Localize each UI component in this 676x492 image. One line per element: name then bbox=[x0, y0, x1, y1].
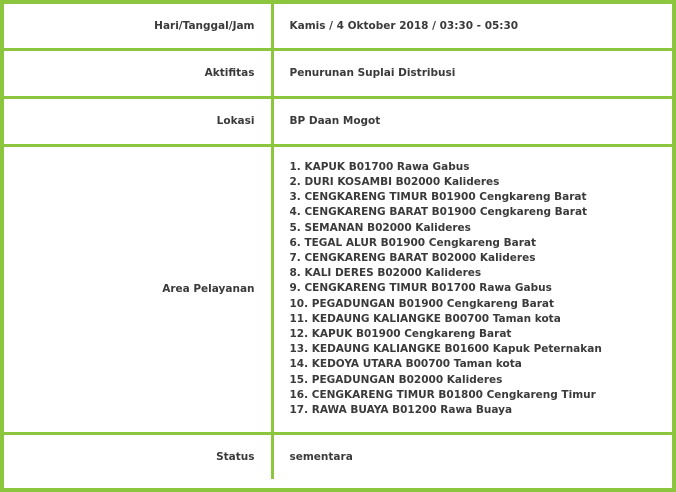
list-item: 2. DURI KOSAMBI B02000 Kalideres bbox=[289, 175, 500, 188]
activity-value: Penurunan Suplai Distribusi bbox=[272, 49, 672, 97]
service-area-list bbox=[290, 160, 657, 418]
row-activity bbox=[4, 49, 672, 97]
location-value: BP Daan Mogot bbox=[272, 97, 672, 145]
status-value: sementara bbox=[272, 433, 672, 479]
list-item: 1. KAPUK B01700 Rawa Gabus bbox=[289, 160, 470, 173]
status-label: Status bbox=[4, 433, 272, 479]
activity-label: Aktifitas bbox=[4, 49, 272, 97]
row-status bbox=[4, 433, 672, 479]
datetime-label: Hari/Tanggal/Jam bbox=[4, 4, 272, 49]
list-item: 6. TEGAL ALUR B01900 Cengkareng Barat bbox=[289, 236, 536, 249]
row-datetime bbox=[4, 4, 672, 49]
list-item: 11. KEDAUNG KALIANGKE B00700 Taman kota bbox=[289, 312, 561, 325]
list-item: 8. KALI DERES B02000 Kalideres bbox=[289, 267, 482, 280]
list-item: 15. PEGADUNGAN B02000 Kalideres bbox=[289, 373, 503, 386]
row-location bbox=[4, 97, 672, 145]
list-item: 17. RAWA BUAYA B01200 Rawa Buaya bbox=[289, 404, 513, 417]
service-area-label: Area Pelayanan bbox=[4, 145, 272, 433]
list-item: 5. SEMANAN B02000 Kalideres bbox=[289, 221, 471, 234]
list-item: 9. CENGKARENG TIMUR B01700 Rawa Gabus bbox=[289, 282, 552, 295]
datetime-value: Kamis / 4 Oktober 2018 / 03:30 - 05:30 bbox=[272, 4, 672, 49]
list-item: 12. KAPUK B01900 Cengkareng Barat bbox=[289, 328, 512, 340]
list-item: 7. CENGKARENG BARAT B02000 Kalideres bbox=[289, 251, 536, 264]
list-item: 13. KEDAUNG KALIANGKE B01600 Kapuk Peternakan bbox=[289, 343, 602, 356]
location-label: Lokasi bbox=[4, 97, 272, 145]
list-item: 3. CENGKARENG TIMUR B01900 Cengkareng Barat bbox=[289, 191, 587, 204]
list-item: 10. PEGADUNGAN B01900 Cengkareng Barat bbox=[289, 297, 554, 310]
list-item: 4. CENGKARENG BARAT B01900 Cengkareng Barat bbox=[289, 206, 588, 219]
list-item: 16. CENGKARENG TIMUR B01800 Cengkareng Timur bbox=[289, 388, 596, 401]
service-area-value bbox=[272, 145, 672, 433]
row-service-area bbox=[4, 145, 672, 433]
list-item: 14. KEDOYA UTARA B00700 Taman kota bbox=[289, 358, 522, 371]
outage-info-table bbox=[4, 4, 672, 479]
